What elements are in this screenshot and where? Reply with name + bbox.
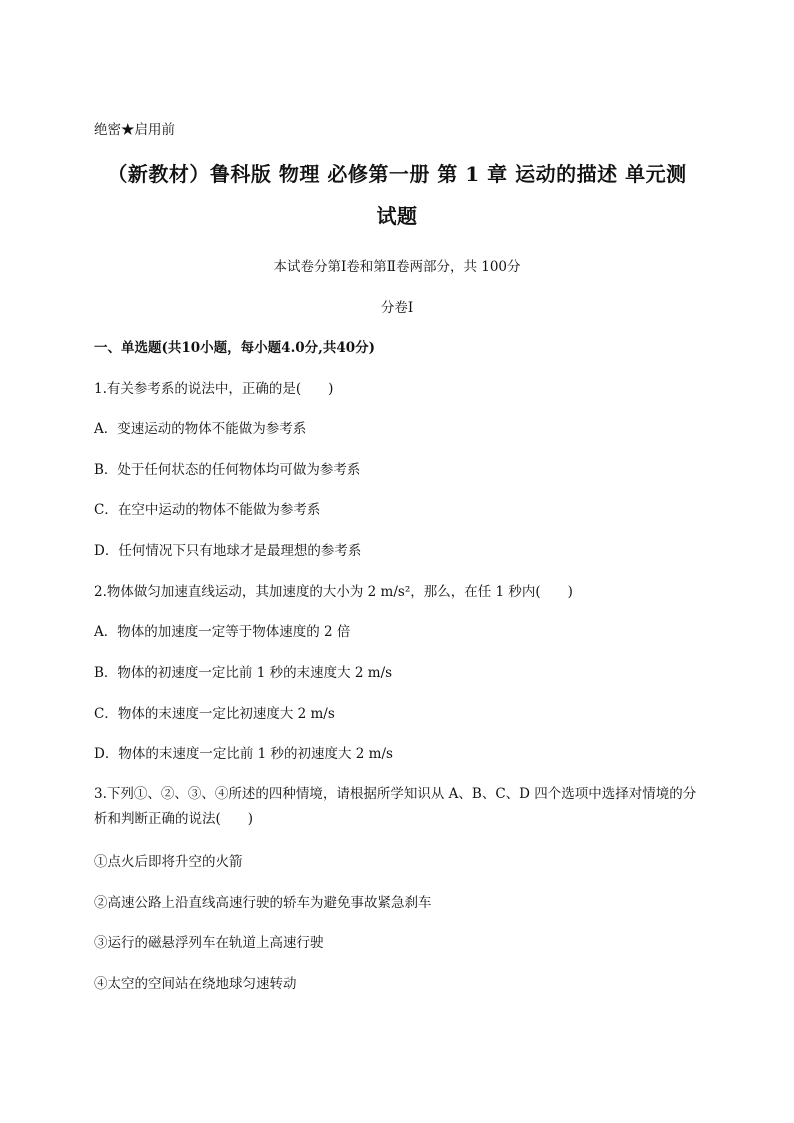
question-3-stem: 3.下列①、②、③、④所述的四种情境，请根据所学知识从 A、B、C、D 四个选项中选择对情境的分析和判断正确的说法( ) <box>94 786 697 827</box>
section-heading: 一、单选题(共10小题，每小题4.0分,共40分) <box>94 340 376 356</box>
question-2-option-a: A．物体的加速度一定等于物体速度的 2 倍 <box>94 624 351 640</box>
question-3-scenario-4: ④太空的空间站在绕地球匀速转动 <box>94 976 297 992</box>
question-1-stem: 1.有关参考系的说法中，正确的是( ) <box>94 381 334 397</box>
question-3-scenario-2: ②高速公路上沿直线高速行驶的轿车为避免事故紧急刹车 <box>94 895 432 911</box>
question-2-option-c: C．物体的末速度一定比初速度大 2 m/s <box>94 706 335 722</box>
exam-title-line1: （新教材）鲁科版 物理 必修第一册 第 1 章 运动的描述 单元测 <box>107 162 687 186</box>
confidential-label: 绝密★启用前 <box>94 122 175 138</box>
question-1-option-a: A．变速运动的物体不能做为参考系 <box>94 421 307 437</box>
question-1-option-d: D．任何情况下只有地球才是最理想的参考系 <box>94 543 362 559</box>
question-1-option-c: C．在空中运动的物体不能做为参考系 <box>94 502 321 518</box>
question-2-stem: 2.物体做匀加速直线运动，其加速度的大小为 2 m/s²，那么，在任 1 秒内( ) <box>94 584 573 600</box>
question-2-option-b: B．物体的初速度一定比前 1 秒的末速度大 2 m/s <box>94 665 393 681</box>
question-2-option-d: D．物体的末速度一定比前 1 秒的初速度大 2 m/s <box>94 746 393 762</box>
question-3-scenario-3: ③运行的磁悬浮列车在轨道上高速行驶 <box>94 935 324 951</box>
part-label: 分卷I <box>380 300 414 316</box>
question-1-option-b: B．处于任何状态的任何物体均可做为参考系 <box>94 462 361 478</box>
question-3-scenario-1: ①点火后即将升空的火箭 <box>94 854 243 870</box>
exam-title-line2: 试题 <box>376 204 418 228</box>
score-note: 本试卷分第Ⅰ卷和第Ⅱ卷两部分，共 100分 <box>273 259 521 275</box>
